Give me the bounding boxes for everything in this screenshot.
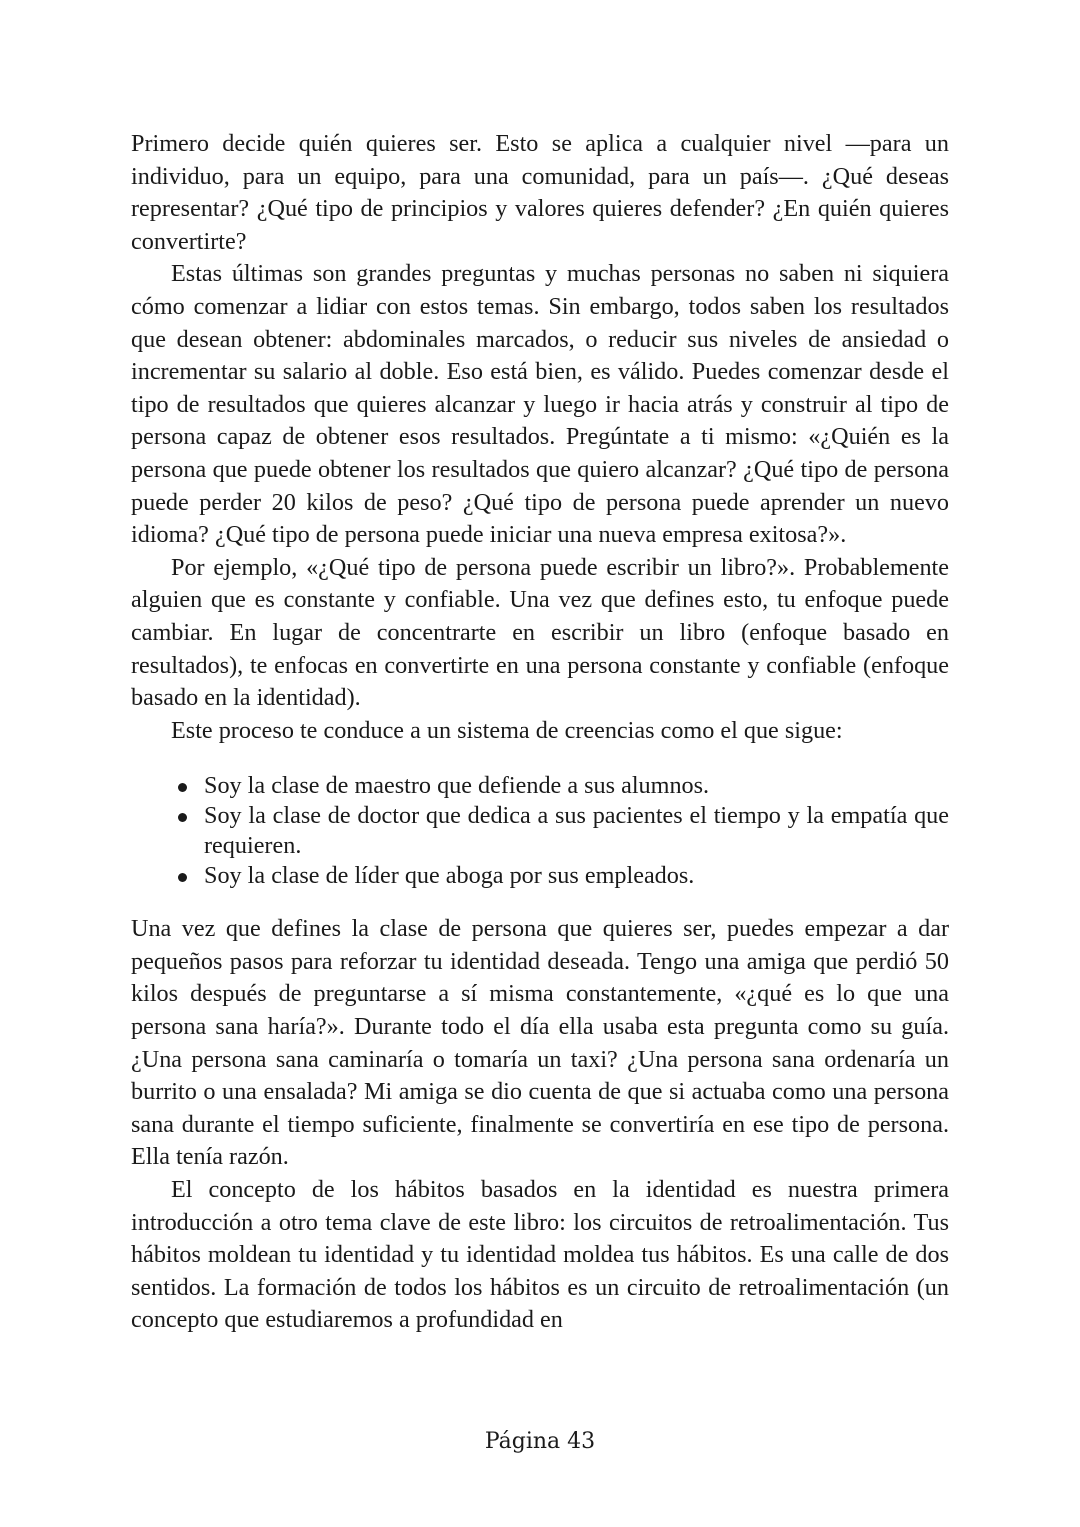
list-item — [204, 861, 949, 891]
list-item — [204, 801, 949, 861]
list-item-text: Soy la clase de doctor que dedica a sus pacientes el tiempo y la empatía que requieren. — [204, 802, 949, 860]
paragraph-friend-story: Una vez que defines la clase de persona que quieres ser, puedes empezar a dar pequeños pasos para reforzar tu identidad deseada. Tengo una amiga que perdió 50 kilos después de preguntarse a sí misma constantemente, «¿qué es lo que una persona sana haría?». Durante todo el día ella usaba esta pregunta como su guía. ¿Una persona sana caminaría o tomaría un taxi? ¿Una persona sana ordenaría un burrito o una ensalada? Mi amiga se dio cuenta de que si actuaba como una persona sana durante el tiempo suficiente, finalmente se convertiría en ese tipo de persona. Ella tenía razón. — [131, 915, 949, 1171]
page-number: Página 43 — [484, 1429, 596, 1454]
page-body — [131, 128, 949, 1337]
bullet-icon — [178, 783, 187, 792]
list-item-text: Soy la clase de líder que aboga por sus empleados. — [204, 862, 695, 890]
paragraph-big-questions: Estas últimas son grandes preguntas y muchas personas no saben ni siquiera cómo comenzar a lidiar con estos temas. Sin embargo, todos saben los resultados que desean obtener: abdominales marcados, o reducir sus niveles de ansiedad o incrementar su salario al doble. Eso está bien, es válido. Puedes comenzar desde el tipo de resultados que quieres alcanzar y luego ir hacia atrás y construir al tipo de persona capaz de obtener esos resultados. Pregúntate a ti mismo: «¿Quién es la persona que puede obtener los resultados que quiero alcanzar? ¿Qué tipo de persona puede perder 20 kilos de peso? ¿Qué tipo de persona puede aprender un nuevo idioma? ¿Qué tipo de persona puede iniciar una nueva empresa exitosa?». — [131, 260, 949, 549]
bullet-icon — [178, 873, 187, 882]
bullet-icon — [178, 813, 187, 822]
paragraph-intro: Primero decide quién quieres ser. Esto se aplica a cualquier nivel —para un individuo, para un equipo, para una comunidad, para un país—. ¿Qué deseas representar? ¿Qué tipo de principios y valores quieres defender? ¿En quién quieres convertirte? — [131, 130, 949, 255]
belief-list — [131, 771, 949, 891]
list-item — [204, 771, 949, 801]
paragraph-belief-system-intro: Este proceso te conduce a un sistema de creencias como el que sigue: — [171, 716, 843, 744]
list-item-text: Soy la clase de maestro que defiende a sus alumnos. — [204, 772, 710, 800]
paragraph-example: Por ejemplo, «¿Qué tipo de persona puede escribir un libro?». Probablemente alguien que es constante y confiable. Una vez que defines esto, tu enfoque puede cambiar. En lugar de concentrarte en escribir un libro (enfoque basado en resultados), te enfocas en convertirte en una persona constante y confiable (enfoque basado en la identidad). — [131, 553, 949, 712]
paragraph-feedback-loops: El concepto de los hábitos basados en la identidad es nuestra primera introducción a otro tema clave de este libro: los circuitos de retroalimentación. Tus hábitos moldean tu identidad y tu identidad moldea tus hábitos. Es una calle de dos sentidos. La formación de todos los hábitos es un circuito de retroalimentación (un concepto que estudiaremos a profundidad en — [131, 1176, 949, 1334]
